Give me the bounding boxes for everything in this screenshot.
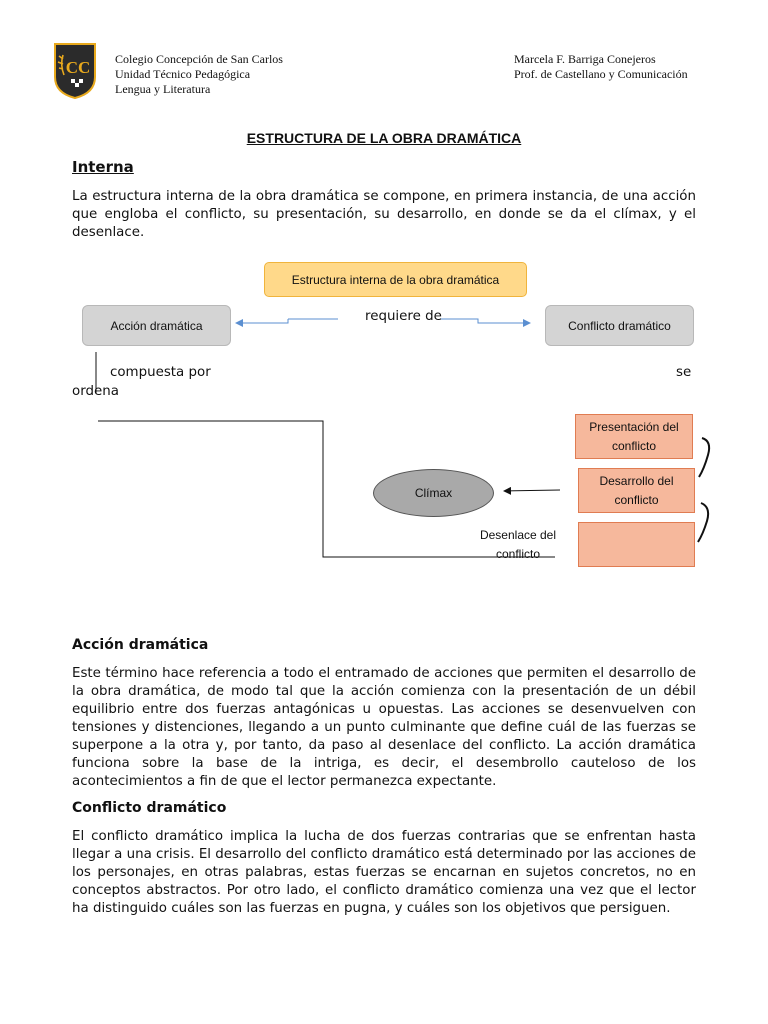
arrow-to-conflicto [440,319,530,323]
se-label: se [676,365,692,380]
intro-paragraph: La estructura interna de la obra dramática se compone, en primera instancia, de una acción que engloba el conflicto, su presentación, su desarrollo, en donde se da el clímax, y el desenlace. [72,189,696,240]
climax-ellipse: Clímax [373,469,494,517]
school-unit: Unidad Técnico Pedagógica [115,67,251,81]
requiere-label: requiere de [365,309,442,324]
school-info [115,52,283,97]
conflicto-heading: Conflicto dramático [72,800,227,816]
structure-diagram [0,255,768,575]
desarrollo-box: Desarrollo del conflicto [578,468,695,513]
school-subject: Lengua y Literatura [115,82,211,96]
logo-letters: CC [65,58,91,77]
teacher-role: Prof. de Castellano y Comunicación [514,67,688,81]
accion-heading: Acción dramática [72,637,209,653]
desenlace-label: Desenlace del conflicto [479,528,557,561]
compuesta-label: compuesta por [110,365,211,380]
accion-dramatica-box: Acción dramática [82,305,231,346]
presentacion-box: Presentación del conflicto [575,414,693,459]
teacher-name: Marcela F. Barriga Conejeros [514,52,656,66]
conflicto-dramatico-box: Conflicto dramático [545,305,694,346]
diagram-top-box: Estructura interna de la obra dramática [264,262,527,297]
conflicto-paragraph: El conflicto dramático implica la lucha de dos fuerzas contrarias que se enfrentan hasta llegar a una crisis. El desarrollo del conflicto dramático está determinado por las acciones de los personajes, en otras palabras, estas fuerzas se encarnan en sujetos concretos, no en conceptos abstractos. Por otro lado, el conflicto dramático comienza una vez que el lector ha distinguido cuáles son las fuerzas en pugna, y cuáles son los objetivos que persiguen. [72,829,696,916]
accion-paragraph: Este término hace referencia a todo el entramado de acciones que permiten el desarrollo de la obra dramática, de modo tal que la acción comienza con la presentación de un débil equilibrio entre dos fuerzas antagónicas u opuestas. Las acciones se desenvuelven con tensiones y distenciones, llegando a un punto culminante que define cuál de las fuerzas se superpone a la otra y, por tanto, da paso al desenlace del conflicto. La acción dramática funciona sobre la base de la intriga, es decir, el desembrollo cauteloso de los acontecimientos a fin de que el lector permanezca expectante. [72,666,696,789]
ordena-label: ordena [72,384,119,399]
teacher-info [514,52,688,82]
school-name: Colegio Concepción de San Carlos [115,52,283,66]
brace-desarrollo-desenlace [698,503,708,542]
arrow-to-accion [236,319,288,323]
desenlace-box [578,522,695,567]
section-heading-interna: Interna [72,158,134,176]
school-logo [54,43,96,99]
arrow-to-climax [504,490,560,491]
brace-presentacion-desarrollo [699,438,709,477]
document-title: ESTRUCTURA DE LA OBRA DRAMÁTICA [246,130,522,146]
